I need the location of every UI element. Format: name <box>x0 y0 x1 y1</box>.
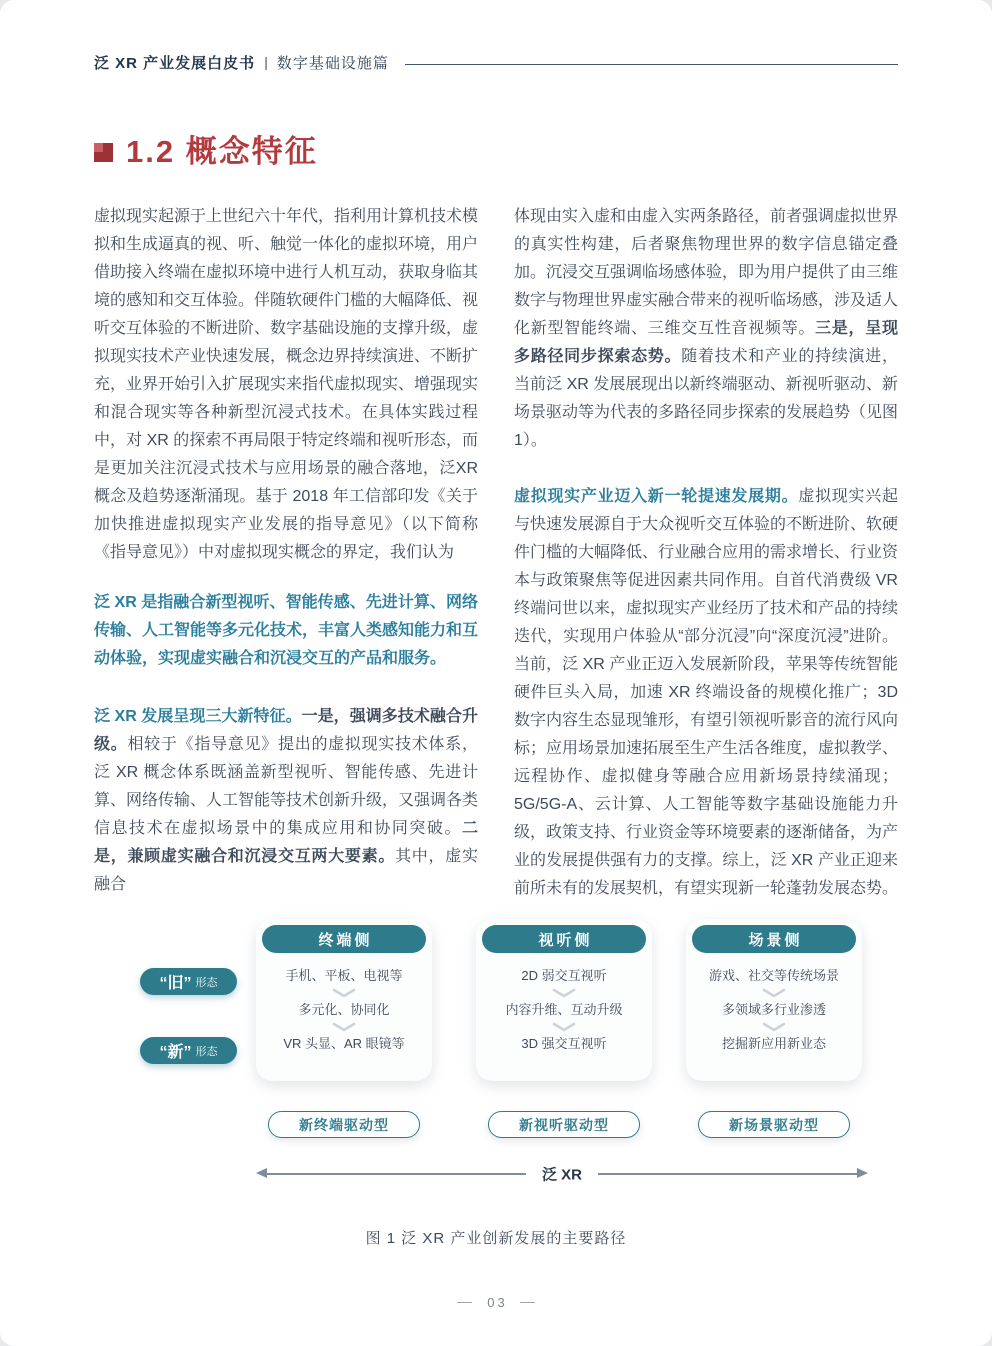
old-form-badge <box>140 968 237 995</box>
card-scene-side <box>686 919 862 1081</box>
section-title: 1.2 概念特征 <box>126 134 318 169</box>
figure-1-diagram <box>0 913 992 1199</box>
footer-dash <box>457 1302 472 1303</box>
highlight-text: 泛 XR 是指融合新型视听、智能传感、先进计算、网络传输、人工智能等多元化技术，丰富人类感知能力和互动体验，实现虚实融合和沉浸交互的产品和服务。 <box>94 594 479 668</box>
paragraph-emphasis: 二是，兼顾虚实融合和沉浸交互两大要素。 <box>94 820 478 866</box>
driver-badge-scene: 新场景驱动型 <box>698 1111 850 1138</box>
chevron-down-icon <box>552 1022 576 1032</box>
pan-xr-axis <box>256 1163 868 1185</box>
chapter-title: 数字基础设施篇 <box>276 55 389 72</box>
red-square-icon <box>94 143 113 162</box>
new-form-label: 形态 <box>195 1045 218 1058</box>
paragraph-text: 其中，虚实融合 <box>94 848 478 894</box>
card-transition-row: 多元化、协同化 <box>298 1002 390 1018</box>
body-columns <box>94 203 898 903</box>
paragraph-text: 体现由实入虚和由虚入实两条路径，前者强调虚拟世界的真实性构建，后者聚焦物理世界的数字信息锚定叠加。沉浸交互强调临场感体验，即为用户提供了由三维数字与物理世界虚实融合带来的视听临场感，涉及适人化新型智能终端、三维交互性音视频等。 <box>514 208 899 338</box>
card-new-row: VR 头显、AR 眼镜等 <box>283 1036 405 1052</box>
chevron-down-icon <box>762 988 786 998</box>
paragraph-lead: 泛 XR 发展呈现三大新特征。 <box>94 708 302 726</box>
card-audiovisual-side <box>476 919 652 1081</box>
chevron-down-icon <box>332 988 356 998</box>
header-separator: | <box>264 53 268 70</box>
card-header: 终端侧 <box>262 925 426 953</box>
card-transition-row: 多领域多行业渗透 <box>721 1002 826 1018</box>
card-new-row: 挖掘新应用新业态 <box>721 1036 826 1052</box>
paragraph-text: 随着技术和产业的持续演进，当前泛 XR 发展展现出以新终端驱动、新视听驱动、新场景驱动等为代表的多路径同步探索的发展趋势（见图 1）。 <box>514 348 899 450</box>
new-form-quote: “新” <box>159 1044 192 1062</box>
card-old-row: 游戏、社交等传统场景 <box>708 968 839 984</box>
paragraph-lead: 虚拟现实产业迈入新一轮提速发展期。 <box>514 488 799 506</box>
header-rule <box>405 64 898 65</box>
card-old-row: 手机、平板、电视等 <box>285 968 403 984</box>
paragraph-emphasis: 三是，呈现多路径同步探索态势。 <box>514 320 898 366</box>
card-header: 场景侧 <box>692 925 856 953</box>
old-form-quote: “旧” <box>159 975 192 993</box>
chevron-down-icon <box>552 988 576 998</box>
paragraph-emphasis: 一是，强调多技术融合升级。 <box>94 708 478 754</box>
definition-highlight <box>94 589 478 673</box>
chevron-down-icon <box>332 1022 356 1032</box>
right-column <box>514 203 898 903</box>
arrow-right-icon <box>857 1168 868 1178</box>
card-new-row: 3D 强交互视听 <box>521 1036 607 1052</box>
paragraph-continued <box>514 203 898 455</box>
paragraph-features <box>94 703 478 899</box>
card-terminal-side <box>256 919 432 1081</box>
page-header <box>0 0 992 73</box>
document-title: 泛 XR 产业发展白皮书 <box>94 55 256 72</box>
left-column <box>94 203 478 903</box>
footer-dash <box>520 1302 535 1303</box>
paragraph-intro <box>94 203 478 567</box>
driver-badge-audiovisual: 新视听驱动型 <box>488 1111 640 1138</box>
paragraph-industry <box>514 483 898 903</box>
new-form-badge <box>140 1037 237 1064</box>
card-old-row: 2D 弱交互视听 <box>521 968 607 984</box>
paragraph-text: 虚拟现实起源于上世纪六十年代，指利用计算机技术模拟和生成逼真的视、听、触觉一体化的虚拟环境，用户借助接入终端在虚拟环境中进行人机互动，获取身临其境的感知和交互体验。伴随软硬件门槛的大幅降低、视听交互体验的不断进阶、数字基础设施的支撑升级，虚拟现实技术产业快速发展，概念边界持续演进、不断扩充，业界开始引入扩展现实来指代虚拟现实、增强现实和混合现实等各种新型沉浸式技术。在具体实践过程中，对 XR 的探索不再局限于特定终端和视听形态，而是更加关注沉浸式技术与应用场景的融合落地，泛XR概念及趋势逐渐涌现。基于 2018 年工信部印发《关于加快推进虚拟现实产业发展的指导意见》（以下简称《指导意见》）中对虚拟现实概念的界定，我们认为 <box>94 208 479 562</box>
page-number: 03 <box>487 1295 508 1310</box>
card-header: 视听侧 <box>482 925 646 953</box>
card-transition-row: 内容升维、互动升级 <box>505 1002 623 1018</box>
old-form-label: 形态 <box>195 976 218 989</box>
axis-label: 泛 XR <box>526 1164 598 1185</box>
section-heading <box>94 135 898 169</box>
chevron-down-icon <box>762 1022 786 1032</box>
paragraph-text: 相较于《指导意见》提出的虚拟现实技术体系，泛 XR 概念体系既涵盖新型视听、智能传感、先进计算、网络传输、人工智能等技术创新升级，又强调各类信息技术在虚拟场景中的集成应用和协同突破。 <box>94 736 479 838</box>
driver-badge-terminal: 新终端驱动型 <box>268 1111 420 1138</box>
figure-caption: 图 1 泛 XR 产业创新发展的主要路径 <box>365 1230 627 1248</box>
paragraph-text: 虚拟现实兴起与快速发展源自于大众视听交互体验的不断进阶、软硬件门槛的大幅降低、行业融合应用的需求增长、行业资本与政策聚焦等促进因素共同作用。自首代消费级 VR 终端问世以来，虚拟现实产业经历了技术和产品的持续迭代，实现用户体验从“部分沉浸”向“深度沉浸”进阶。当前，泛 XR 产业正迈入发展新阶段，苹果等传统智能硬件巨头入局，加速 XR 终端设备的规模化推广；3D 数字内容生态显现雏形，有望引领视听影音的流行风向标；应用场景加速拓展至生产生活各维度，虚拟教学、远程协作、虚拟健身等融合应用新场景持续涌现；5G/5G-A、云计算、人工智能等数字基础设施能力升级，政策支持、行业资金等环境要素的逐渐储备，为产业的发展提供强有力的支撑。综上，泛 XR 产业正迎来前所未有的发展契机，有望实现新一轮蓬勃发展态势。 <box>514 488 899 898</box>
page-footer <box>0 1295 992 1310</box>
